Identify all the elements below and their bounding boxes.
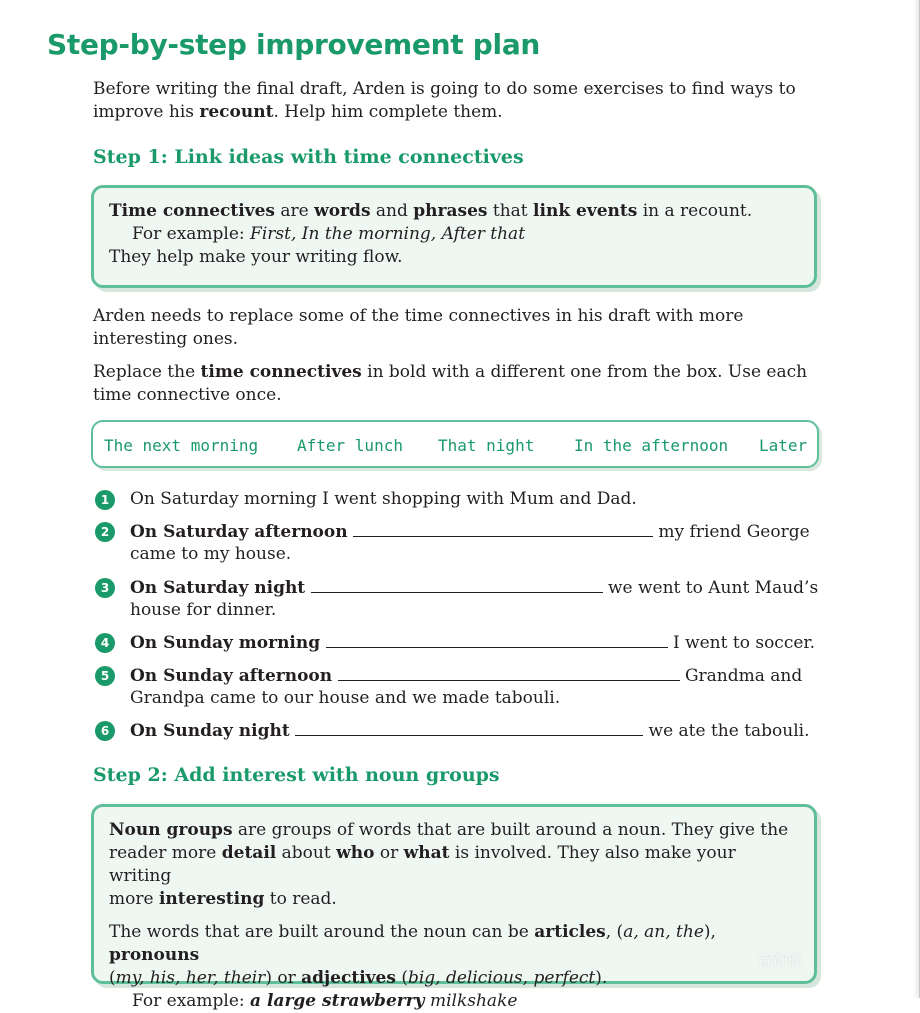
step1-paragraph-2: Replace the time connectives in bold with a different one from the box. Use each time connective once. [93,362,808,405]
word-bank-item: In the afternoon [574,436,729,455]
watermark-text: 音符猴 [757,951,803,969]
exercise-item-2-continued: came to my house. [130,544,292,564]
item-number-badge: 5 [95,666,115,686]
answer-blank[interactable] [353,520,653,537]
word-bank-item: After lunch [297,436,403,455]
page-title: Step-by-step improvement plan [47,28,541,61]
answer-blank[interactable] [311,576,603,593]
answer-blank[interactable] [338,664,680,681]
intro-bold: recount [199,102,274,122]
noun-groups-words: The words that are built around the noun can be articles, (a, an, the), pronouns (my, his, her, their) or adjectives (big, delicious, perfect). [109,922,716,988]
exercise-item-5-continued: Grandpa came to our house and we made tabouli. [130,688,561,708]
word-bank-item: The next morning [104,436,259,455]
item-number-badge: 1 [95,490,115,510]
item-number-badge: 4 [95,633,115,653]
answer-blank[interactable] [326,631,668,648]
exercise-item-6: On Sunday night we ate the tabouli. [130,721,810,741]
intro-paragraph [93,78,823,124]
info-line-1: Time connectives are words and phrases that link events in a recount. [109,201,753,221]
word-bank-box [91,420,819,468]
time-connectives-info-box [91,185,817,288]
exercise-item-4: On Sunday morning I went to soccer. [130,633,816,653]
intro-line-1: Before writing the final draft, Arden is going to do some exercises to find ways to [93,79,796,99]
answer-blank[interactable] [295,719,643,736]
step1-paragraph-1: Arden needs to replace some of the time connectives in his draft with more interesting ones. [93,306,744,349]
intro-text: . Help him complete them. [273,102,503,122]
noun-groups-example: For example: a large strawberry milkshake [132,991,518,1011]
word-bank-item: That night [438,436,535,455]
exercise-item-1: On Saturday morning I went shopping with Mum and Dad. [130,489,637,509]
item-number-badge: 6 [95,721,115,741]
noun-groups-definition: Noun groups are groups of words that are built around a noun. They give the reader more detail about who or what is involved. They also make your writing more interesting to read. [109,820,789,909]
step2-heading: Step 2: Add interest with noun groups [93,764,500,786]
item-number-badge: 2 [95,522,115,542]
exercise-item-3-continued: house for dinner. [130,600,277,620]
info-example: For example: First, In the morning, After that [132,224,526,244]
info-line-3: They help make your writing flow. [109,247,403,267]
item-number-badge: 3 [95,578,115,598]
intro-text: improve his [93,102,200,122]
exercise-item-5: On Sunday afternoon Grandma and [130,666,803,686]
noun-groups-info-box [91,804,817,1011]
step1-heading: Step 1: Link ideas with time connectives [93,146,524,168]
exercise-item-2: On Saturday afternoon my friend George [130,522,810,542]
exercise-item-3: On Saturday night we went to Aunt Maud’s [130,578,819,598]
word-bank-item: Later [759,436,808,455]
